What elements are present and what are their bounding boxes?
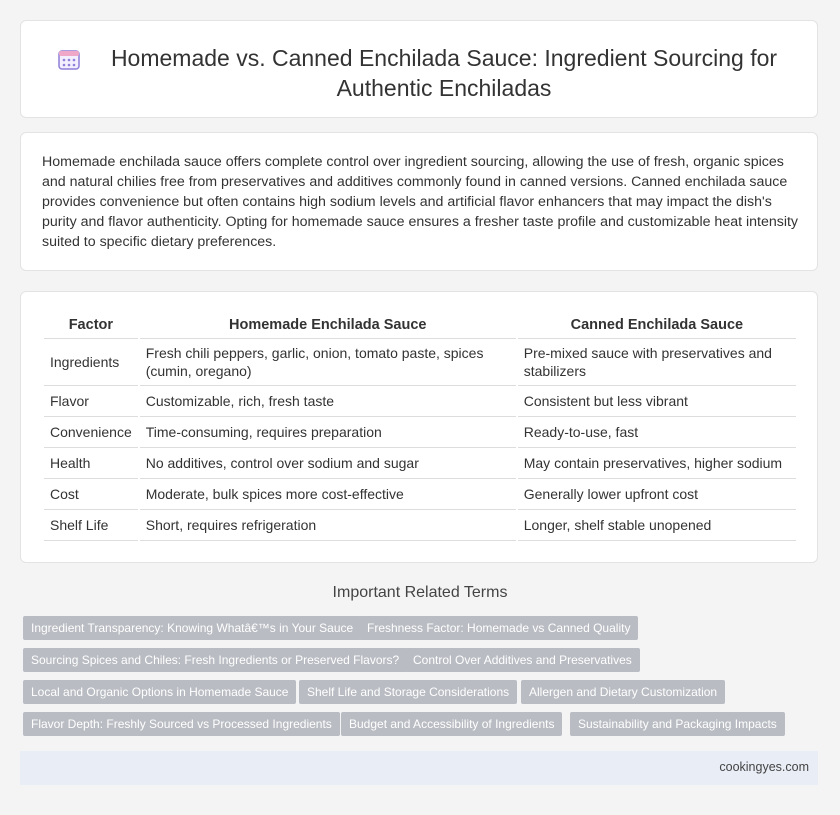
- column-header: Homemade Enchilada Sauce: [140, 312, 516, 339]
- table-cell: Fresh chili peppers, garlic, onion, tomato paste, spices (cumin, oregano): [140, 339, 516, 386]
- related-term-tag[interactable]: Ingredient Transparency: Knowing Whatâ€™s in Your Sauce: [23, 616, 361, 640]
- table-cell: Cost: [44, 479, 138, 510]
- footer: [20, 751, 818, 785]
- site-link[interactable]: cookingyes.com: [719, 760, 809, 774]
- table-cell: Ready-to-use, fast: [518, 417, 796, 448]
- table-cell: Ingredients: [44, 339, 138, 386]
- table-cell: Moderate, bulk spices more cost-effective: [140, 479, 516, 510]
- table-row: [44, 510, 796, 541]
- column-header: Canned Enchilada Sauce: [518, 312, 796, 339]
- intro-paragraph: Homemade enchilada sauce offers complete control over ingredient sourcing, allowing the use of fresh, organic spices and natural chilies free from preservatives and additives commonly found in canned versions. Canned enchilada sauce provides convenience but often contains high sodium levels and artificial flavor enhancers that may impact the dish's purity and flavor authenticity. Opting for homemade sauce ensures a fresher taste profile and customizable heat intensity suited to specific dietary preferences.: [42, 154, 799, 250]
- related-term-tag[interactable]: Budget and Accessibility of Ingredients: [341, 712, 562, 736]
- table-row: [44, 479, 796, 510]
- table-cell: Flavor: [44, 386, 138, 417]
- related-term-tag[interactable]: Flavor Depth: Freshly Sourced vs Processed Ingredients: [23, 712, 340, 736]
- table-header-row: [44, 312, 796, 339]
- table-cell: Longer, shelf stable unopened: [518, 510, 796, 541]
- table-cell: Consistent but less vibrant: [518, 386, 796, 417]
- related-term-tag[interactable]: Sustainability and Packaging Impacts: [570, 712, 785, 736]
- intro-card: [20, 132, 818, 271]
- calendar-icon: [57, 47, 81, 71]
- column-header: Factor: [44, 312, 138, 339]
- related-term-tag[interactable]: Shelf Life and Storage Considerations: [299, 680, 517, 704]
- comparison-card: [20, 291, 818, 563]
- table-row: [44, 417, 796, 448]
- comparison-table: [42, 312, 798, 541]
- table-cell: Generally lower upfront cost: [518, 479, 796, 510]
- table-cell: Pre-mixed sauce with preservatives and stabilizers: [518, 339, 796, 386]
- related-terms-heading: Important Related Terms: [332, 584, 508, 601]
- related-term-tag[interactable]: Sourcing Spices and Chiles: Fresh Ingredients or Preserved Flavors?: [23, 648, 407, 672]
- table-cell: Health: [44, 448, 138, 479]
- table-row: [44, 386, 796, 417]
- table-row: [44, 448, 796, 479]
- table-cell: Customizable, rich, fresh taste: [140, 386, 516, 417]
- table-row: [44, 339, 796, 386]
- table-cell: May contain preservatives, higher sodium: [518, 448, 796, 479]
- related-term-tag[interactable]: Control Over Additives and Preservatives: [405, 648, 640, 672]
- related-term-tag[interactable]: Local and Organic Options in Homemade Sauce: [23, 680, 296, 704]
- table-cell: Time-consuming, requires preparation: [140, 417, 516, 448]
- page-title: Homemade vs. Canned Enchilada Sauce: Ingredient Sourcing for Authentic Enchiladas: [110, 45, 778, 101]
- related-term-tag[interactable]: Freshness Factor: Homemade vs Canned Quality: [359, 616, 638, 640]
- table-cell: Short, requires refrigeration: [140, 510, 516, 541]
- title-card: [20, 20, 818, 118]
- related-term-tag[interactable]: Allergen and Dietary Customization: [521, 680, 725, 704]
- table-cell: No additives, control over sodium and sugar: [140, 448, 516, 479]
- table-cell: Shelf Life: [44, 510, 138, 541]
- table-cell: Convenience: [44, 417, 138, 448]
